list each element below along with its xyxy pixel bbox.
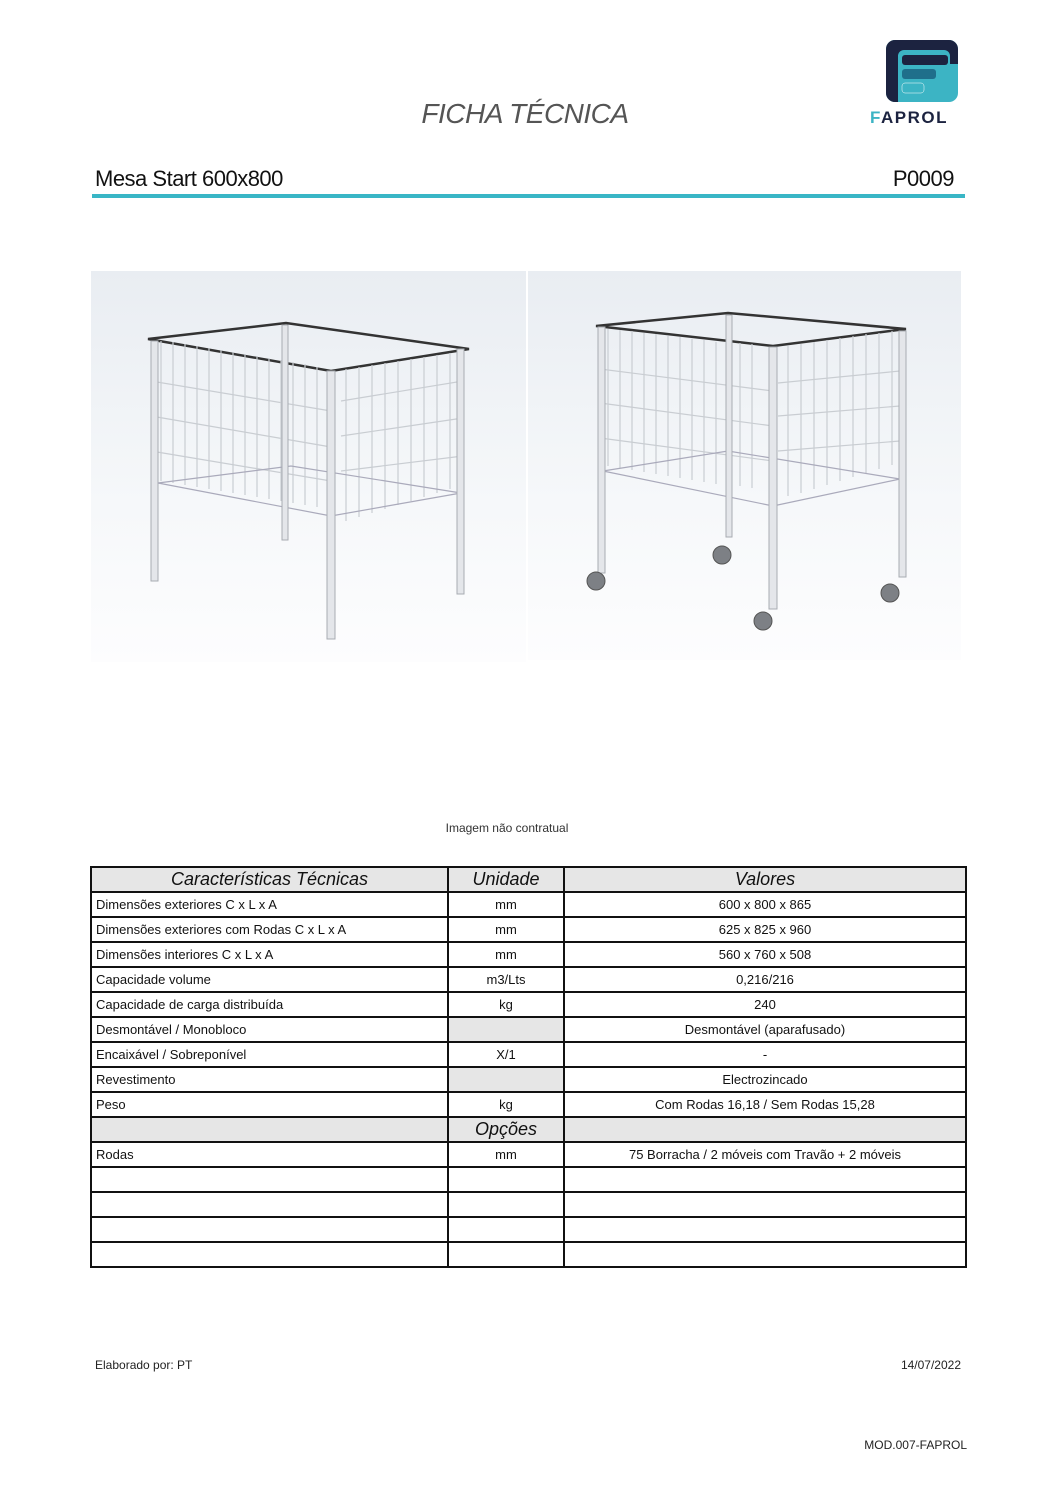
row-value: Desmontável (aparafusado)	[564, 1017, 966, 1042]
product-code: P0009	[892, 166, 954, 191]
table-row	[91, 1142, 966, 1167]
table-header-row	[91, 867, 966, 892]
row-label: Capacidade volume	[91, 967, 448, 992]
product-image-wheels	[528, 271, 961, 660]
row-value	[564, 1192, 966, 1217]
table-row	[91, 1042, 966, 1067]
row-label	[91, 1192, 448, 1217]
row-value: 560 x 760 x 508	[564, 942, 966, 967]
row-label: Desmontável / Monobloco	[91, 1017, 448, 1042]
row-unit	[448, 1242, 564, 1267]
row-label: Capacidade de carga distribuída	[91, 992, 448, 1017]
row-label: Dimensões exteriores C x L x A	[91, 892, 448, 917]
row-label: Peso	[91, 1092, 448, 1117]
options-header-row	[91, 1117, 966, 1142]
table-row	[91, 992, 966, 1017]
row-value: Com Rodas 16,18 / Sem Rodas 15,28	[564, 1092, 966, 1117]
table-row	[91, 967, 966, 992]
row-value: 240	[564, 992, 966, 1017]
options-header: Opções	[448, 1117, 564, 1142]
row-label	[91, 1167, 448, 1192]
table-row	[91, 892, 966, 917]
row-unit: mm	[448, 1142, 564, 1167]
row-unit: mm	[448, 942, 564, 967]
table-row	[91, 1017, 966, 1042]
row-unit: mm	[448, 917, 564, 942]
options-header-blank	[91, 1117, 448, 1142]
form-code: MOD.007-FAPROL	[864, 1438, 967, 1452]
row-label: Dimensões interiores C x L x A	[91, 942, 448, 967]
wire-basket-legs-icon	[91, 271, 526, 662]
row-label	[91, 1217, 448, 1242]
row-value: 0,216/216	[564, 967, 966, 992]
row-value	[564, 1167, 966, 1192]
header-unit: Unidade	[448, 867, 564, 892]
image-disclaimer: Imagem não contratual	[445, 821, 569, 835]
product-name: Mesa Start 600x800	[95, 166, 283, 191]
technical-specs-table	[90, 866, 967, 1268]
document-title: FICHA TÉCNICA	[421, 98, 629, 129]
row-label: Dimensões exteriores com Rodas C x L x A	[91, 917, 448, 942]
table-row	[91, 1092, 966, 1117]
row-label: Encaixável / Sobreponível	[91, 1042, 448, 1067]
row-value	[564, 1217, 966, 1242]
row-value: 625 x 825 x 960	[564, 917, 966, 942]
row-unit: mm	[448, 892, 564, 917]
header-values: Valores	[564, 867, 966, 892]
header-characteristics: Características Técnicas	[91, 867, 448, 892]
table-row	[91, 917, 966, 942]
options-header-blank	[564, 1117, 966, 1142]
document-date: 14/07/2022	[900, 1358, 961, 1372]
prepared-by: Elaborado por: PT	[95, 1358, 193, 1372]
row-unit	[448, 1167, 564, 1192]
table-row	[91, 1192, 966, 1217]
row-value: Electrozincado	[564, 1067, 966, 1092]
product-image-legs	[91, 271, 526, 662]
row-unit: X/1	[448, 1042, 564, 1067]
table-row	[91, 1167, 966, 1192]
table-row	[91, 1217, 966, 1242]
wire-basket-wheels-icon	[528, 271, 961, 660]
table-row	[91, 942, 966, 967]
row-value	[564, 1242, 966, 1267]
row-label: Rodas	[91, 1142, 448, 1167]
header-divider	[92, 194, 965, 198]
table-row	[91, 1067, 966, 1092]
row-unit: m3/Lts	[448, 967, 564, 992]
row-value: 75 Borracha / 2 móveis com Travão + 2 móveis	[564, 1142, 966, 1167]
row-unit	[448, 1017, 564, 1042]
table-row	[91, 1242, 966, 1267]
row-label	[91, 1242, 448, 1267]
logo-wordmark: FAPROL	[870, 108, 948, 127]
row-unit: kg	[448, 992, 564, 1017]
row-value: 600 x 800 x 865	[564, 892, 966, 917]
row-unit	[448, 1192, 564, 1217]
row-unit	[448, 1217, 564, 1242]
row-unit: kg	[448, 1092, 564, 1117]
row-value: -	[564, 1042, 966, 1067]
row-unit	[448, 1067, 564, 1092]
row-label: Revestimento	[91, 1067, 448, 1092]
